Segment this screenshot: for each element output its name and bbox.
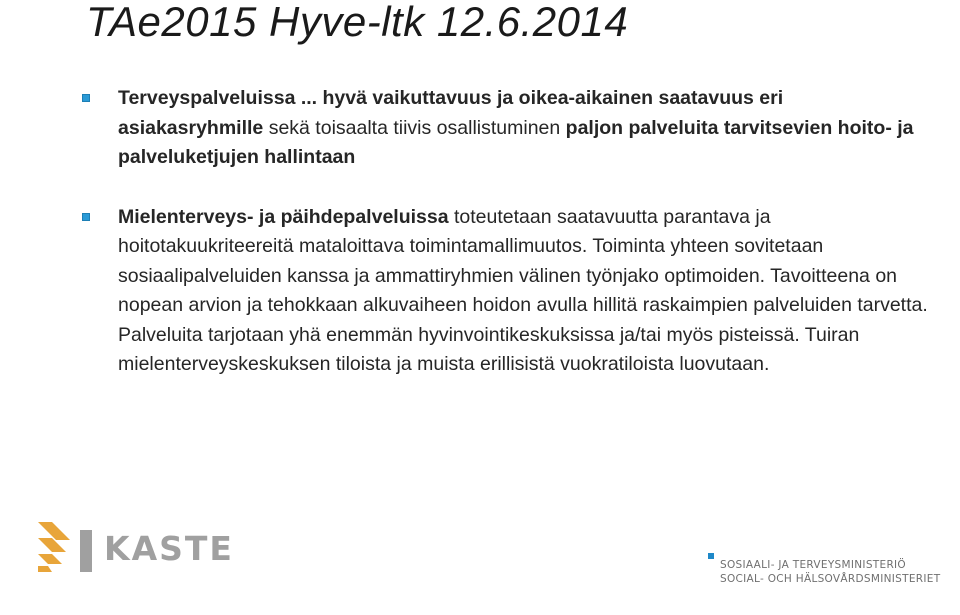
bullet-item	[82, 84, 932, 173]
bullet-bold-text: paljon palveluita tarvitsevien hoito- ja palveluketjujen hallintaan	[118, 116, 914, 168]
bullet-square-icon	[82, 94, 90, 102]
kaste-wordmark: KASTE	[104, 529, 234, 568]
bullet-list	[82, 84, 932, 380]
bullet-square-icon	[82, 213, 90, 221]
bullet-item	[82, 203, 932, 380]
bullet-bold-text: Terveyspalveluissa ... hyvä vaikuttavuus ja oikea-aikainen saatavuus eri asiakasryhmille	[118, 87, 784, 139]
slide-title: TAe2015 Hyve-ltk 12.6.2014	[86, 0, 629, 45]
bullet-bold-text: Mielenterveys- ja päihdepalveluissa	[118, 205, 449, 228]
bullet-text: toteutetaan saatavuutta parantava ja hoitotakuukriteereitä mataloittava toimintamallimuutos. Toiminta yhteen sovitetaan sosiaalipalveluiden kanssa ja ammattiryhmien välinen työnjako optimoiden. Tavoitteena on nopean arvion ja tehokkaan alkuvaiheen hoidon avulla hillitä raskaimpien palveluiden tarvetta. Palveluita tarjotaan yhä enemmän hyvinvointikeskuksissa ja/tai myös pisteissä. Tuiran mielenterveyskeskuksen tiloista ja muista erillisistä vuokratiloista luovutaan.	[118, 205, 928, 375]
kaste-logo	[36, 520, 256, 574]
ministry-logo	[706, 553, 946, 593]
ministry-name-fi: SOSIAALI- JA TERVEYSMINISTERIÖ	[720, 559, 906, 571]
kaste-arrows-icon	[36, 520, 100, 574]
bullet-text: sekä toisaalta tiivis osallistuminen	[263, 116, 566, 139]
ministry-name-sv: SOCIAL- OCH HÄLSOVÅRDSMINISTERIET	[720, 573, 941, 585]
ministry-square-icon	[708, 553, 714, 559]
